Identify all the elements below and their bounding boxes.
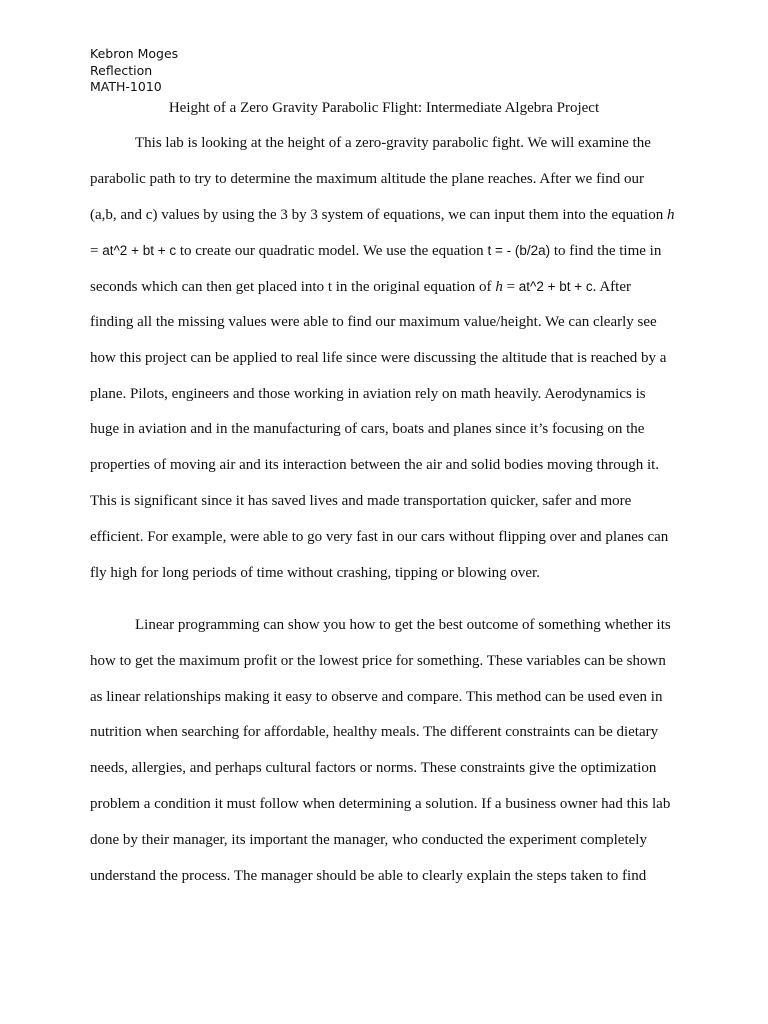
paragraph-line: fly high for long periods of time without crashing, tipping or blowing over. — [90, 564, 540, 581]
paragraph-line: finding all the missing values were able to find our maximum value/height. We can clearly see — [90, 313, 657, 330]
text-segment: . After — [592, 279, 631, 296]
text-segment: seconds which can then get placed into t in the original equation of — [90, 279, 496, 296]
paragraph-line: properties of moving air and its interaction between the air and solid bodies moving through it. — [90, 457, 660, 474]
text-segment: = — [502, 279, 519, 296]
course-code: MATH-1010 — [90, 79, 162, 94]
paragraph-line: as linear relationships making it easy to observe and compare. This method can be used even in — [90, 688, 663, 705]
paragraph-line: understand the process. The manager should be able to clearly explain the steps taken to find — [90, 867, 647, 884]
paragraph-line: how this project can be applied to real life since were discussing the altitude that is reached by a — [90, 349, 667, 366]
paragraph-line — [90, 269, 690, 305]
vertex-equation: t = - (b/2a) — [487, 243, 551, 259]
paragraph-line: done by their manager, its important the manager, who conducted the experiment completely — [90, 831, 647, 848]
author-name: Kebron Moges — [90, 46, 179, 61]
paragraph-line — [90, 198, 690, 234]
page-title: Height of a Zero Gravity Parabolic Flight: Intermediate Algebra Project — [168, 100, 600, 116]
quadratic-equation: at^2 + bt + c — [518, 279, 593, 295]
variable-h: h — [666, 206, 675, 223]
paragraph-line: Linear programming can show you how to get the best outcome of something whether its — [135, 617, 671, 633]
paragraph-1 — [90, 126, 690, 591]
paragraph-line: This lab is looking at the height of a zero-gravity parabolic fight. We will examine the — [135, 135, 651, 151]
paragraph-line: parabolic path to try to determine the maximum altitude the plane reaches. After we find our — [90, 170, 644, 187]
document-header — [90, 46, 178, 96]
paragraph-line: This is significant since it has saved lives and made transportation quicker, safer and more — [90, 492, 632, 509]
paragraph-line: efficient. For example, were able to go very fast in our cars without flipping over and planes can — [90, 528, 669, 545]
text-segment: (a,b, and c) values by using the 3 by 3 system of equations, we can input them into the equation — [90, 206, 667, 223]
paragraph-line: needs, allergies, and perhaps cultural factors or norms. These constraints give the optimization — [90, 760, 657, 777]
paragraph-line: plane. Pilots, engineers and those working in aviation rely on math heavily. Aerodynamics is — [90, 385, 646, 402]
paragraph-line: problem a condition it must follow when determining a solution. If a business owner had this lab — [90, 795, 671, 812]
quadratic-equation: at^2 + bt + c — [102, 243, 177, 259]
paragraph-line: huge in aviation and in the manufacturing of cars, boats and planes since it’s focusing on the — [90, 421, 645, 438]
variable-h: h — [495, 279, 503, 296]
paragraph-line — [90, 233, 690, 269]
text-segment: to find the time in — [550, 243, 662, 260]
text-segment: = — [90, 243, 103, 260]
paragraph-line: nutrition when searching for affordable, healthy meals. The different constraints can be dietary — [90, 724, 659, 741]
text-segment: to create our quadratic model. We use the equation — [176, 243, 488, 260]
document-type: Reflection — [90, 62, 153, 78]
paragraph-2 — [90, 608, 690, 894]
paragraph-line: how to get the maximum profit or the lowest price for something. These variables can be shown — [90, 652, 666, 669]
